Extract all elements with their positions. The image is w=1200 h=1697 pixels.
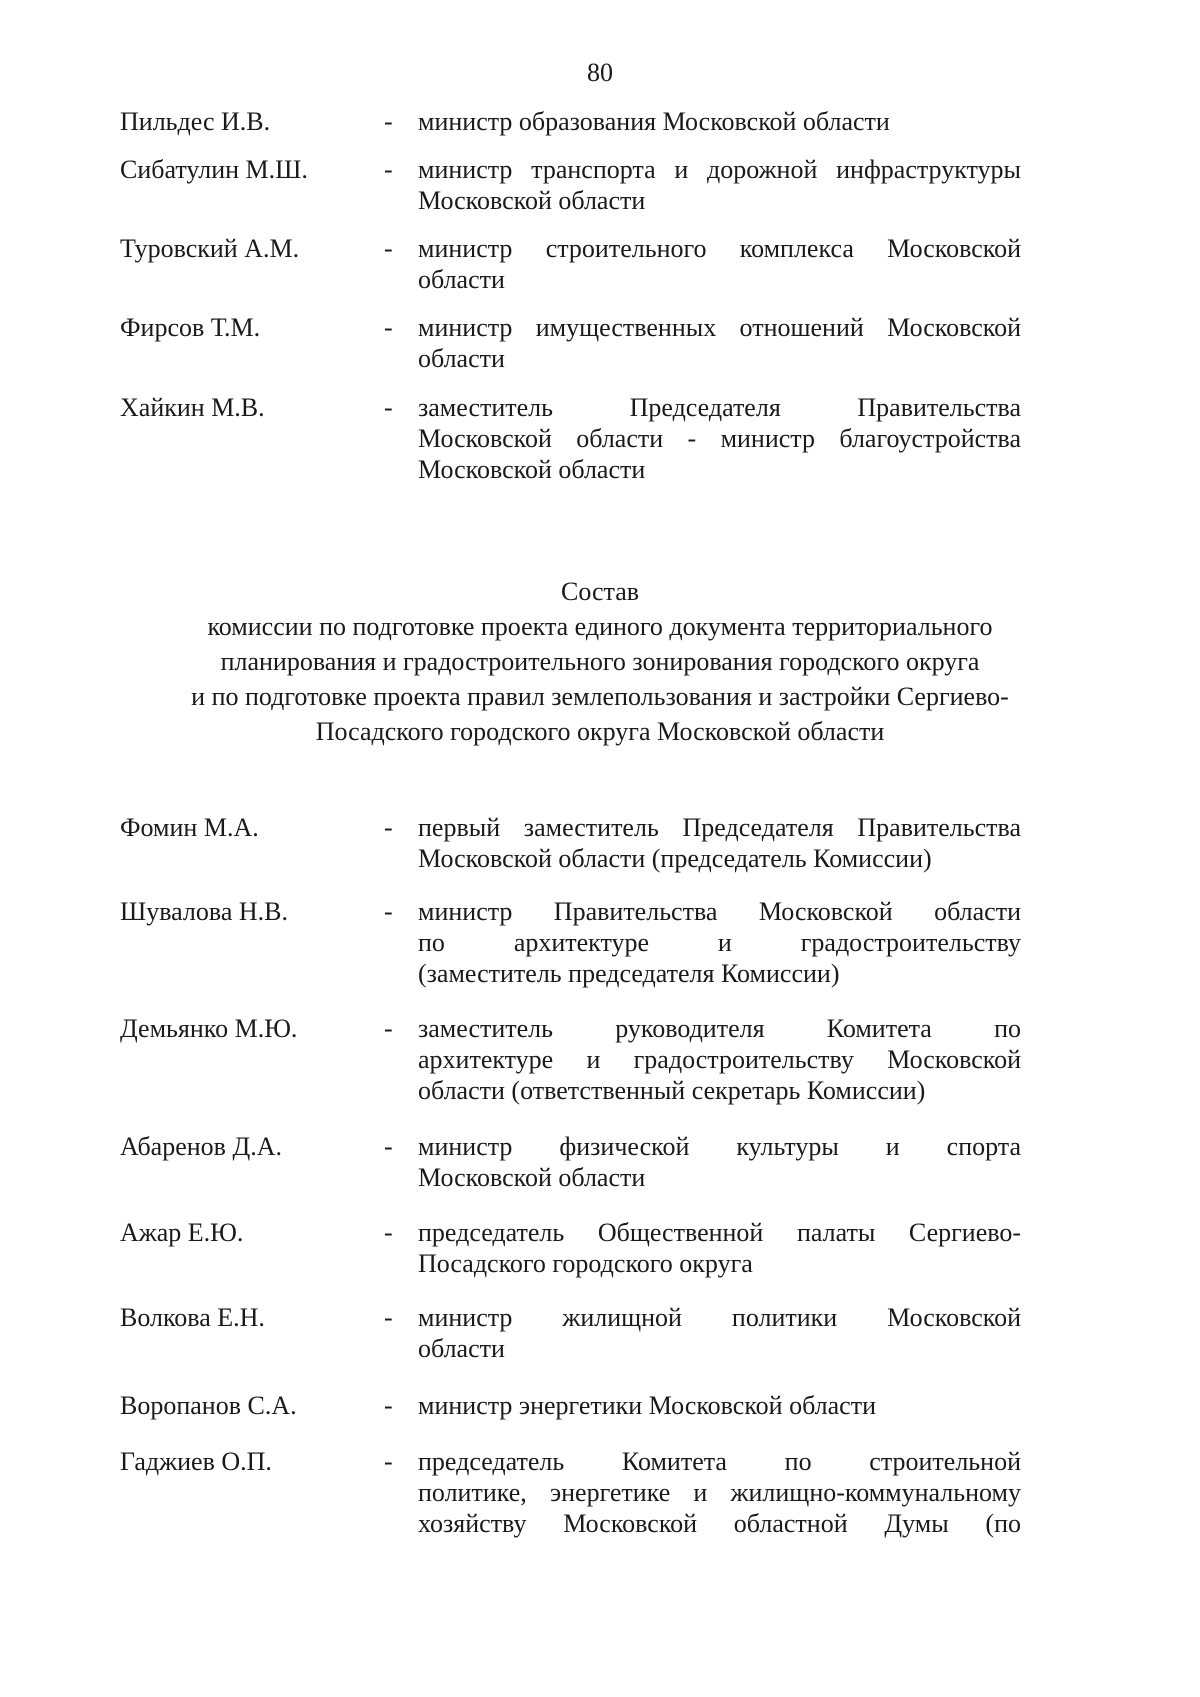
- member-role-line: министр имущественных отношений Московской: [418, 313, 1021, 342]
- member-role-line: по архитектуре и градостроительству: [418, 928, 1021, 957]
- member-name: Туровский А.М.: [120, 234, 300, 263]
- member-role: [418, 1390, 1021, 1421]
- member-role: [418, 1302, 1021, 1364]
- member-name: Демьянко М.Ю.: [120, 1014, 298, 1043]
- member-name: Гаджиев О.П.: [120, 1447, 272, 1476]
- member-role-line: Посадского городского округа: [418, 1249, 753, 1278]
- composition-line: планирования и градостроительного зонирования городского округа: [220, 647, 980, 676]
- member-name: Хайкин М.В.: [120, 393, 265, 422]
- member-role: [418, 106, 1021, 137]
- member-role: [418, 896, 1021, 989]
- member-role: [418, 154, 1021, 216]
- composition-title: Состав: [560, 577, 640, 606]
- member-name: Фирсов Т.М.: [120, 313, 261, 342]
- member-role-line: области: [418, 1334, 505, 1363]
- member-dash: -: [384, 897, 393, 926]
- member-role-line: Московской области - министр благоустройства: [418, 424, 1021, 453]
- member-dash: -: [384, 1014, 393, 1043]
- member-dash: -: [384, 107, 393, 136]
- member-role: [418, 233, 1021, 295]
- member-role-line: министр жилищной политики Московской: [418, 1303, 1021, 1332]
- member-role-line: области: [418, 265, 505, 294]
- member-name: Ажар Е.Ю.: [120, 1218, 244, 1247]
- member-dash: -: [384, 313, 393, 342]
- member-name: Шувалова Н.В.: [120, 897, 288, 926]
- member-role-line: министр физической культуры и спорта: [418, 1132, 1021, 1161]
- member-dash: -: [384, 155, 393, 184]
- member-role-line: Московской области: [418, 1163, 646, 1192]
- member-role: [418, 812, 1021, 874]
- member-name: Абаренов Д.А.: [120, 1132, 282, 1161]
- member-role-line: (заместитель председателя Комиссии): [418, 959, 840, 988]
- member-role-line: министр Правительства Московской области: [418, 897, 1021, 926]
- member-dash: -: [384, 393, 393, 422]
- member-role-line: заместитель Председателя Правительства: [418, 393, 1021, 422]
- page-number: 80: [587, 58, 613, 87]
- member-role-line: министр строительного комплекса Московской: [418, 234, 1021, 263]
- member-role-line: области: [418, 344, 505, 373]
- member-dash: -: [384, 1303, 393, 1332]
- member-role: [418, 1217, 1021, 1279]
- member-role: [418, 312, 1021, 374]
- member-role-line: Московской области: [418, 186, 646, 215]
- member-role: [418, 1446, 1021, 1539]
- member-dash: -: [384, 813, 393, 842]
- member-dash: -: [384, 1132, 393, 1161]
- member-role-line: политике, энергетике и жилищно-коммунальному: [418, 1478, 1021, 1507]
- member-role-line: Московской области: [418, 455, 646, 484]
- member-dash: -: [384, 1447, 393, 1476]
- member-role-line: заместитель руководителя Комитета по: [418, 1014, 1021, 1043]
- member-role-line: архитектуре и градостроительству Московской: [418, 1045, 1021, 1074]
- member-name: Фомин М.А.: [120, 813, 259, 842]
- member-role: [418, 1131, 1021, 1193]
- member-dash: -: [384, 1391, 393, 1420]
- member-name: Волкова Е.Н.: [120, 1303, 265, 1332]
- member-role-line: министр образования Московской области: [418, 107, 890, 136]
- member-role: [418, 1013, 1021, 1106]
- member-role: [418, 392, 1021, 485]
- member-role-line: председатель Общественной палаты Сергиево-: [418, 1218, 1021, 1247]
- member-name: Сибатулин М.Ш.: [120, 155, 308, 184]
- member-role-line: первый заместитель Председателя Правительства: [418, 813, 1021, 842]
- member-name: Пильдес И.В.: [120, 107, 271, 136]
- composition-heading: [0, 574, 1200, 749]
- composition-line: Посадского городского округа Московской области: [315, 717, 885, 746]
- member-role-line: области (ответственный секретарь Комиссии): [418, 1076, 926, 1105]
- composition-line: комиссии по подготовке проекта единого документа территориального: [207, 612, 993, 641]
- member-dash: -: [384, 234, 393, 263]
- member-role-line: министр энергетики Московской области: [418, 1391, 876, 1420]
- member-role-line: министр транспорта и дорожной инфраструктуры: [418, 155, 1021, 184]
- member-role-line: председатель Комитета по строительной: [418, 1447, 1021, 1476]
- composition-line: и по подготовке проекта правил землепользования и застройки Сергиево-: [191, 682, 1009, 711]
- member-role-line: Московской области (председатель Комиссии): [418, 844, 932, 873]
- member-role-line: хозяйству Московской областной Думы (по: [418, 1509, 1021, 1538]
- member-name: Воропанов С.А.: [120, 1391, 297, 1420]
- member-dash: -: [384, 1218, 393, 1247]
